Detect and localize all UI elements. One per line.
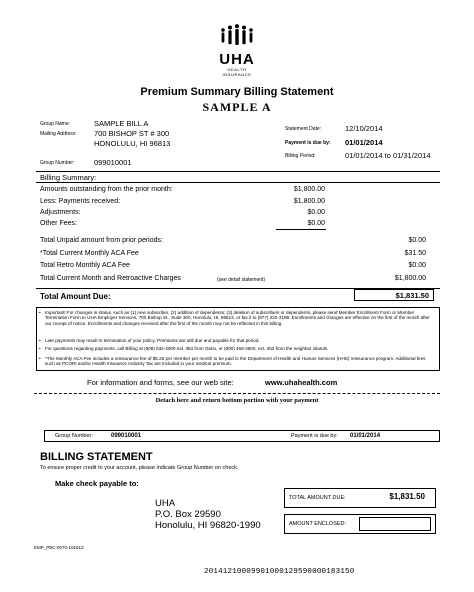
info-line: For information and forms, see our web site: (87, 378, 234, 387)
stub-total-label: TOTAL AMOUNT DUE: (289, 495, 346, 501)
make-check-payable-label: Make check payable to: (55, 479, 139, 488)
summary-row-label: Less: Payments received: (40, 198, 121, 205)
summary-row-label: Adjustments: (40, 209, 81, 216)
stub-group-label: Group Number: (55, 433, 93, 439)
total-row-label: *Total Current Monthly ACA Fee (40, 250, 139, 257)
note-important: • Important! For changes in status, such as (1) new subscriber, (2) addition of dependents; (3) deletion of subscribers or dependents, please send Member Enrollment Form or Member Termination Form to UHA Employer Services, 700 Bishop St., Suite 300, Honolulu, HI, 96813, or fax it to (877) 222-3198. Enrollments and changes are effective on the first of the month after our receipt of notice. Enrollments and changes received after the first of the month may not be reflected in this billing. (45, 310, 435, 326)
stub-header-box (44, 430, 440, 442)
billing-statement-heading: BILLING STATEMENT (40, 451, 153, 463)
group-number: 099010001 (94, 158, 132, 167)
brand-name: UHA (219, 51, 255, 68)
summary-row-value: $0.00 (307, 220, 325, 227)
amount-enclosed-input[interactable] (359, 517, 431, 531)
billing-period-label: Billing Period: (285, 153, 316, 159)
mailing-address-label: Mailing Address: (40, 131, 77, 137)
amount-enclosed-label: AMOUNT ENCLOSED: (289, 521, 347, 527)
group-name-label: Group Name: (40, 121, 71, 127)
payee-po-box: P.O. Box 29590 (155, 509, 221, 520)
uha-logo (215, 24, 259, 77)
brand-tagline: HEALTH INSURANCE (222, 67, 252, 77)
summary-row-label: Other Fees: (40, 220, 77, 227)
address-line-2: HONOLULU, HI 96813 (94, 139, 171, 148)
ocr-scanline: 20141210009901000129590000183150 (204, 568, 355, 576)
group-number-label: Group Number: (40, 160, 75, 166)
total-row-label: Total Current Month and Retroactive Charges (40, 275, 181, 282)
summary-row-label: Amounts outstanding from the prior month: (40, 186, 173, 193)
total-row-value: $31.50 (404, 250, 426, 257)
payment-due-label: Payment is due by: (285, 140, 331, 146)
sample-label: SAMPLE A (202, 100, 272, 114)
detach-instruction: Detach here and return bottom portion with your payment (152, 397, 323, 404)
see-detail-note: (see detail statement) (217, 277, 266, 283)
total-due-box (284, 488, 436, 508)
statement-date: 12/10/2014 (345, 124, 383, 133)
billing-summary-heading: Billing Summary: (40, 173, 97, 182)
website-link[interactable]: www.uhahealth.com (265, 378, 338, 387)
total-amount-due-value: $1,831.50 (395, 291, 429, 300)
total-amount-due-label: Total Amount Due: (40, 292, 111, 301)
total-row-label: Total Unpaid amount from prior periods: (40, 237, 163, 244)
member-name: SAMPLE BILL A (94, 119, 149, 128)
amount-enclosed-box (284, 514, 436, 534)
total-row-value: $1,800.00 (394, 275, 426, 282)
note-aca-fee: • *The Monthly ACA Fee includes a reinsurance fee of $5.25 per member per month to be paid to the Department of Health and Human Services (HHS) reinsurance program. Additional fees such as PCORI and/or Health Insurance Industry Tax are included in your medical premium. (45, 356, 435, 367)
people-logo-icon (220, 24, 254, 48)
total-amount-due-box (354, 289, 434, 301)
stub-group-number: 099010001 (111, 433, 142, 439)
statement-title: Premium Summary Billing Statement (140, 86, 334, 98)
statement-date-label: Statement Date: (285, 126, 322, 132)
stub-due-label: Payment is due by: (291, 433, 338, 439)
stub-due-date: 01/01/2014 (350, 433, 381, 439)
payee-city: Honolulu, HI 96820-1990 (155, 520, 261, 531)
note-billing-contact: • For questions regarding payments, call Billing at (808) 532-4000 ext. 353 from Oahu, or (800) 458-4600, ext. 353 from the neighbor islands. (45, 346, 435, 351)
address-line-1: 700 BISHOP ST # 300 (94, 129, 170, 138)
stub-instruction: To ensure proper credit to your account, please indicate Group Number on check. (40, 465, 239, 471)
total-row-value: $0.00 (408, 237, 426, 244)
summary-row-value: $0.00 (307, 209, 325, 216)
payee-name: UHA (155, 498, 176, 509)
summary-row-value: $1,800.00 (293, 198, 325, 205)
note-late-payment: • Late payments may result in termination of your policy. Premiums are still due and payable for that period. (45, 338, 435, 343)
stub-total-value: $1,831.50 (389, 492, 425, 501)
billing-period: 01/01/2014 to 01/31/2014 (345, 151, 431, 160)
total-row-label: Total Retro Monthly ACA Fee (40, 262, 130, 269)
summary-row-value: $1,800.00 (293, 186, 325, 193)
form-code: EMP_PBC-0070-101613 (34, 545, 84, 550)
payment-due-date: 01/01/2014 (345, 138, 383, 147)
total-row-value: $0.00 (408, 262, 426, 269)
